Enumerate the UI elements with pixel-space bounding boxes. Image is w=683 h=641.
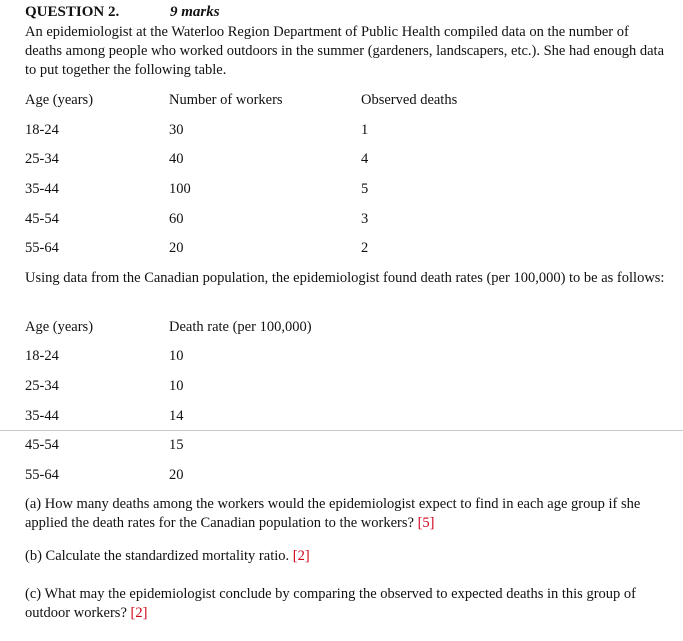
table1-row-workers: 20 xyxy=(169,240,184,256)
table1-row-workers: 100 xyxy=(169,181,191,197)
table1-row-age: 18-24 xyxy=(25,122,59,138)
table2-row-age: 18-24 xyxy=(25,348,59,364)
table1-row-age: 35-44 xyxy=(25,181,59,197)
question-marks: 9 marks xyxy=(170,4,220,20)
part-a-text: (a) How many deaths among the workers would the epidemiologist expect to find in each age group if she applied the death rates for the Canadian population to the workers? xyxy=(25,496,641,531)
part-b-text: (b) Calculate the standardized mortality ratio. xyxy=(25,548,290,564)
table1-row-age: 45-54 xyxy=(25,211,59,227)
table1-header-age: Age (years) xyxy=(25,92,94,108)
death-rates-intro: Using data from the Canadian population, the epidemiologist found death rates (per 100,000) to be as follows: xyxy=(25,270,665,286)
table2-row-rate: 20 xyxy=(169,467,184,483)
table1-row-age: 55-64 xyxy=(25,240,59,256)
divider-line xyxy=(0,430,683,431)
question-title: QUESTION 2. xyxy=(25,4,120,20)
table2-row-age: 25-34 xyxy=(25,378,59,394)
table2-header-rate: Death rate (per 100,000) xyxy=(169,319,312,335)
table1-row-deaths: 3 xyxy=(361,211,369,227)
table2-row-age: 35-44 xyxy=(25,408,59,424)
part-b-points: [2] xyxy=(292,548,310,564)
table1-row-workers: 30 xyxy=(169,122,184,138)
part-a xyxy=(25,495,665,533)
table2-row-age: 55-64 xyxy=(25,467,59,483)
table1-header-workers: Number of workers xyxy=(169,92,283,108)
table2-row-age: 45-54 xyxy=(25,437,59,453)
part-a-points: [5] xyxy=(417,515,435,531)
table1-row-workers: 60 xyxy=(169,211,184,227)
part-c-points: [2] xyxy=(130,605,148,621)
table2-row-rate: 10 xyxy=(169,348,184,364)
question-intro: An epidemiologist at the Waterloo Region Department of Public Health compiled data on the number of deaths among people who worked outdoors in the summer (gardeners, landscapers, etc.). She had enough data to put together the following table. xyxy=(25,24,665,78)
table1-row-deaths: 2 xyxy=(361,240,369,256)
table1-header-deaths: Observed deaths xyxy=(361,92,458,108)
table1-row-age: 25-34 xyxy=(25,151,59,167)
part-c xyxy=(25,585,665,623)
part-b xyxy=(25,547,665,566)
table2-header-age: Age (years) xyxy=(25,319,94,335)
table1-row-deaths: 5 xyxy=(361,181,369,197)
table2-row-rate: 10 xyxy=(169,378,184,394)
table1-row-workers: 40 xyxy=(169,151,184,167)
table2-row-rate: 14 xyxy=(169,408,184,424)
part-c-text: (c) What may the epidemiologist conclude by comparing the observed to expected deaths in this group of outdoor workers? xyxy=(25,586,636,621)
table2-row-rate: 15 xyxy=(169,437,184,453)
table1-row-deaths: 4 xyxy=(361,151,369,167)
table1-row-deaths: 1 xyxy=(361,122,369,138)
